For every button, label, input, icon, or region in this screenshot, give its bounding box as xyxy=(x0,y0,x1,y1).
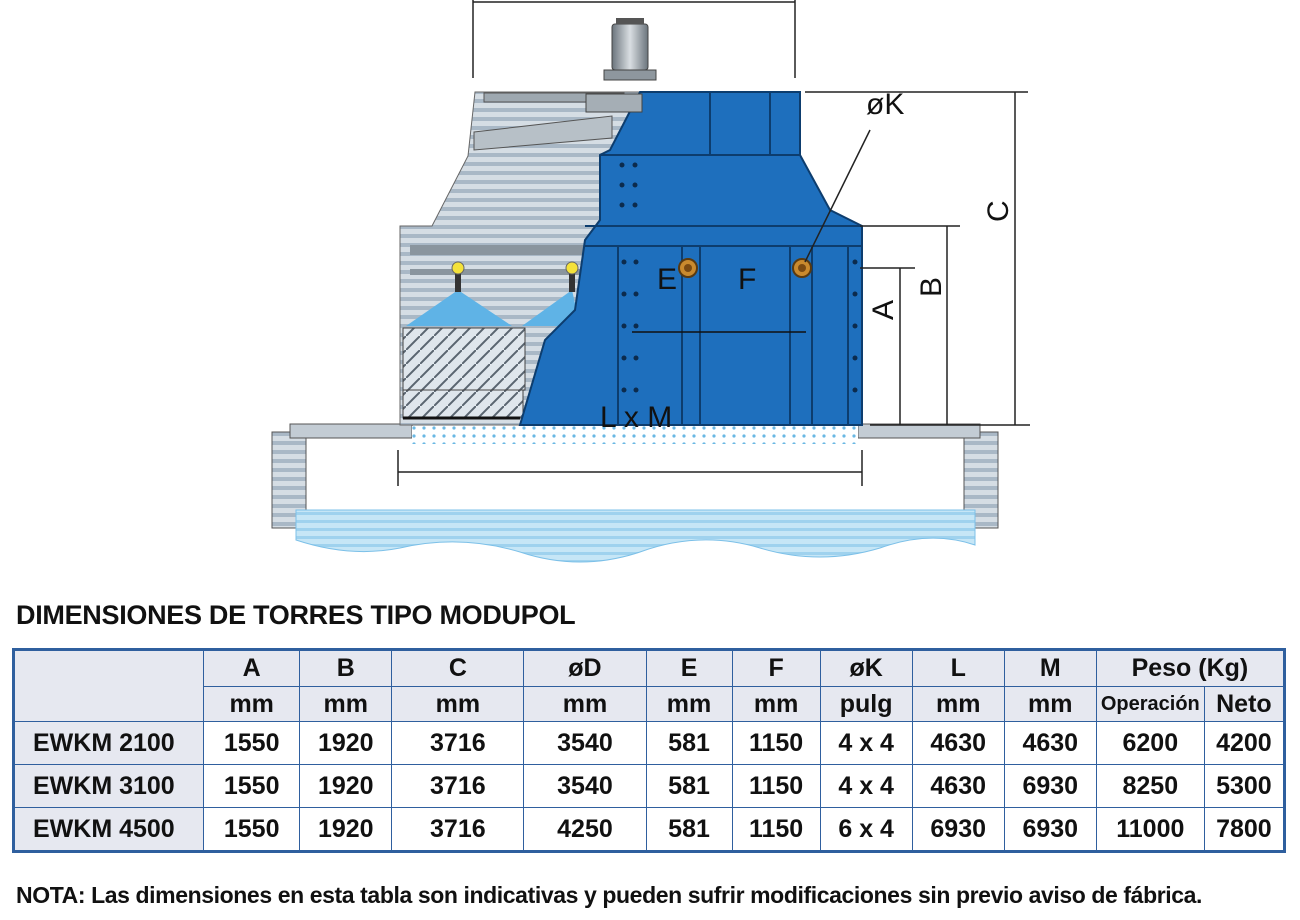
data-cell: 4 x 4 xyxy=(820,722,912,765)
data-cell: 6930 xyxy=(912,808,1004,852)
water-basin xyxy=(272,424,998,562)
data-cell: 4630 xyxy=(912,722,1004,765)
header-cell: B xyxy=(300,650,392,687)
data-cell: 4630 xyxy=(912,765,1004,808)
data-cell: 8250 xyxy=(1096,765,1204,808)
data-cell: 6 x 4 xyxy=(820,808,912,852)
data-cell: 1550 xyxy=(204,765,300,808)
model-cell: EWKM 3100 xyxy=(14,765,204,808)
dimensions-table xyxy=(12,648,1286,853)
model-cell: EWKM 4500 xyxy=(14,808,204,852)
data-cell: 4630 xyxy=(1004,722,1096,765)
table-row xyxy=(14,765,1285,808)
footnote: NOTA: Las dimensiones en esta tabla son indicativas y pueden sufrir modificaciones sin previo aviso de fábrica. xyxy=(16,882,1203,908)
header-corner xyxy=(14,650,204,722)
unit-cell: mm xyxy=(732,687,820,722)
data-cell: 4200 xyxy=(1204,722,1284,765)
header-cell: M xyxy=(1004,650,1096,687)
label-lm: L x M xyxy=(600,401,673,434)
data-cell: 6930 xyxy=(1004,765,1096,808)
data-cell: 581 xyxy=(646,808,732,852)
label-k: øK xyxy=(866,88,905,121)
table-title: DIMENSIONES DE TORRES TIPO MODUPOL xyxy=(16,600,576,630)
header-cell: E xyxy=(646,650,732,687)
data-cell: 3540 xyxy=(524,765,646,808)
data-cell: 3716 xyxy=(392,808,524,852)
data-cell: 5300 xyxy=(1204,765,1284,808)
unit-cell: mm xyxy=(1004,687,1096,722)
unit-cell: mm xyxy=(646,687,732,722)
data-cell: 11000 xyxy=(1096,808,1204,852)
data-cell: 1150 xyxy=(732,765,820,808)
data-cell: 4 x 4 xyxy=(820,765,912,808)
data-cell: 1550 xyxy=(204,808,300,852)
header-cell: L xyxy=(912,650,1004,687)
unit-cell: Neto xyxy=(1204,687,1284,722)
unit-cell: Operación xyxy=(1096,687,1204,722)
header-cell: A xyxy=(204,650,300,687)
data-cell: 1150 xyxy=(732,722,820,765)
table-row xyxy=(14,722,1285,765)
data-cell: 1920 xyxy=(300,808,392,852)
header-cell-peso: Peso (Kg) xyxy=(1096,650,1284,687)
label-e: E xyxy=(657,263,678,296)
data-cell: 4250 xyxy=(524,808,646,852)
header-cell: øK xyxy=(820,650,912,687)
header-cell: øD xyxy=(524,650,646,687)
data-cell: 7800 xyxy=(1204,808,1284,852)
label-f: F xyxy=(738,263,757,296)
label-b: B xyxy=(915,276,948,297)
unit-cell: mm xyxy=(524,687,646,722)
units-row xyxy=(14,687,1285,722)
unit-cell: mm xyxy=(392,687,524,722)
data-cell: 1920 xyxy=(300,765,392,808)
header-row xyxy=(14,650,1285,687)
data-cell: 1920 xyxy=(300,722,392,765)
unit-cell: pulg xyxy=(820,687,912,722)
table-row xyxy=(14,808,1285,852)
data-cell: 581 xyxy=(646,765,732,808)
data-cell: 3716 xyxy=(392,765,524,808)
data-cell: 1150 xyxy=(732,808,820,852)
unit-cell: mm xyxy=(204,687,300,722)
header-cell: F xyxy=(732,650,820,687)
data-cell: 1550 xyxy=(204,722,300,765)
data-cell: 6200 xyxy=(1096,722,1204,765)
model-cell: EWKM 2100 xyxy=(14,722,204,765)
header-cell: C xyxy=(392,650,524,687)
unit-cell: mm xyxy=(912,687,1004,722)
label-a: A xyxy=(867,299,900,320)
unit-cell: mm xyxy=(300,687,392,722)
data-cell: 3716 xyxy=(392,722,524,765)
data-cell: 6930 xyxy=(1004,808,1096,852)
data-cell: 3540 xyxy=(524,722,646,765)
data-cell: 581 xyxy=(646,722,732,765)
label-c: C xyxy=(982,200,1015,222)
